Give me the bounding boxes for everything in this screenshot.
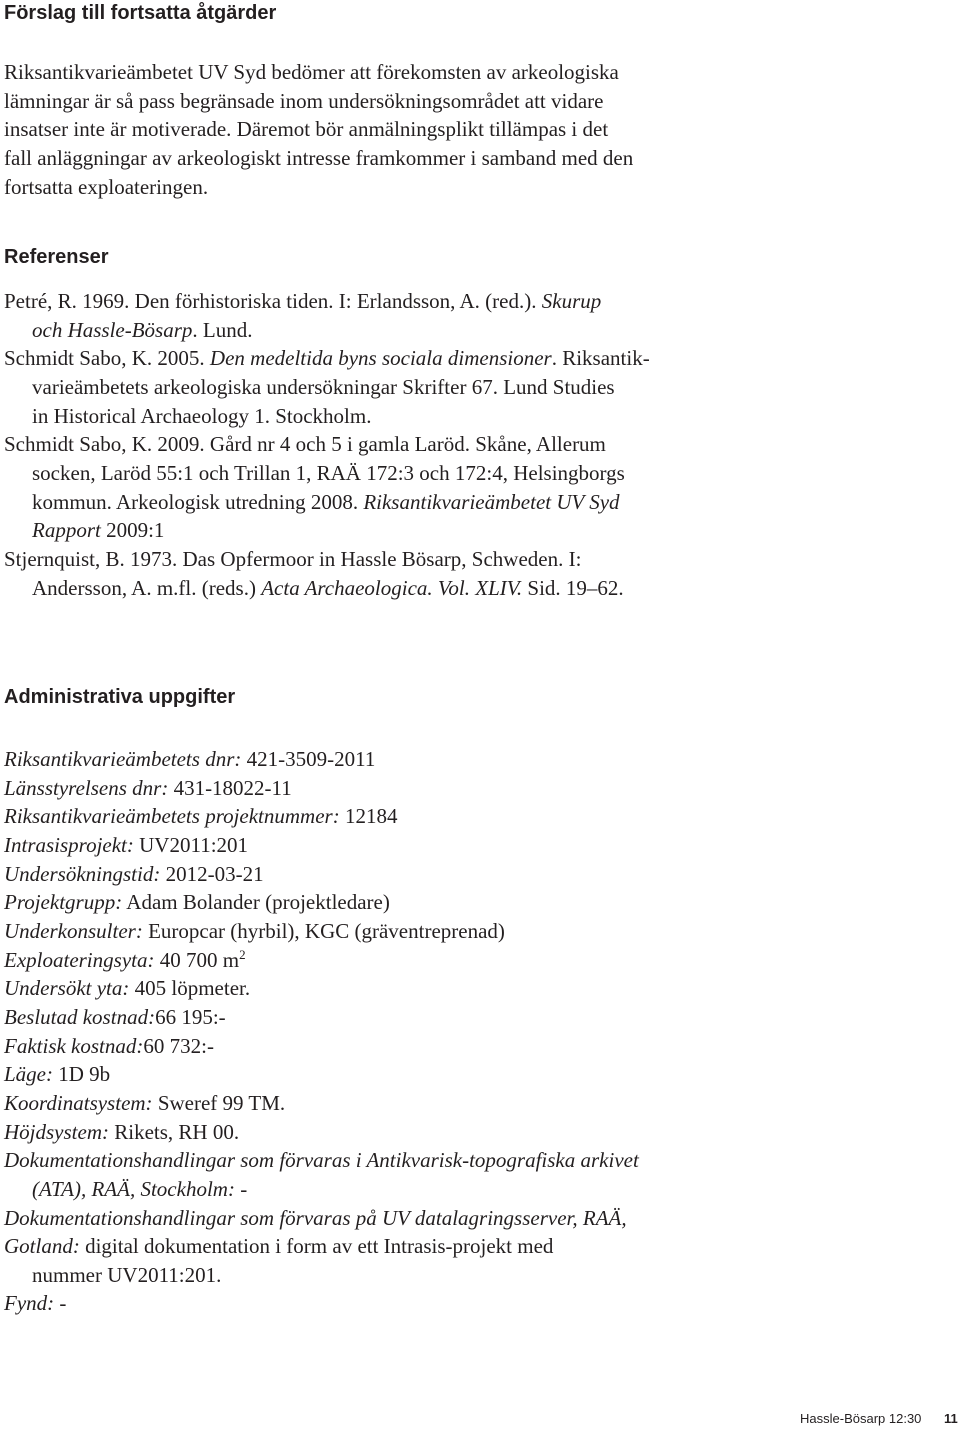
- text-run: 40 700 m: [154, 947, 240, 972]
- italic-text: Läge:: [4, 1062, 53, 1087]
- italic-text: Underkonsulter:: [4, 918, 143, 943]
- reference-entry-line: [4, 574, 650, 603]
- italic-text: och Hassle-Bösarp: [32, 317, 193, 342]
- section-heading-references: Referenser: [4, 246, 109, 268]
- text-run: UV2011:201: [133, 832, 249, 857]
- admin-entry: [4, 1204, 639, 1233]
- text-run: -: [54, 1291, 67, 1316]
- admin-entry-line: [4, 1175, 639, 1204]
- italic-text: Intrasisprojekt:: [4, 832, 134, 857]
- italic-text: Acta Archaeologica. Vol. XLIV.: [261, 575, 523, 600]
- admin-entry-line: [4, 1261, 639, 1290]
- reference-entry-line: [4, 430, 650, 459]
- reference-entry-line: [4, 459, 650, 488]
- reference-entry-line: [4, 545, 650, 574]
- text-run: kommun. Arkeologisk utredning 2008.: [32, 489, 364, 514]
- admin-entry: [4, 946, 639, 975]
- text-run: . Lund.: [192, 317, 253, 342]
- reference-entry-line: [4, 516, 650, 545]
- text-run: 405 löpmeter.: [129, 976, 251, 1001]
- text-run: 421-3509-2011: [241, 747, 376, 771]
- admin-entry-line: [4, 1003, 639, 1032]
- text-run: Schmidt Sabo, K. 2009. Gård nr 4 och 5 i gamla Laröd. Skåne, Allerum: [4, 432, 606, 457]
- text-run: digital dokumentation i form av ett Intrasis-projekt med: [79, 1234, 554, 1259]
- reference-entry: [4, 430, 650, 545]
- italic-text: Gotland:: [4, 1234, 80, 1259]
- paragraph-line: [4, 58, 633, 87]
- text-run: . Riksantik-: [551, 346, 650, 371]
- paragraph: [4, 58, 633, 201]
- text-run: insatser inte är motiverade. Däremot bör anmälningsplikt tillämpas i det: [4, 117, 609, 142]
- text-run: Rikets, RH 00.: [108, 1119, 240, 1144]
- admin-entry-line: [4, 1232, 639, 1261]
- italic-text: Riksantikvarieämbetets projektnummer:: [4, 804, 340, 829]
- admin-entry-line: [4, 745, 639, 774]
- text-run: -: [234, 1176, 248, 1201]
- admin-entry: [4, 802, 639, 831]
- italic-text: Exploateringsyta:: [4, 947, 155, 972]
- italic-text: Den medeltida byns sociala dimensioner: [209, 346, 552, 371]
- text-run: fortsatta exploateringen.: [4, 174, 209, 199]
- text-run: Andersson, A. m.fl. (reds.): [32, 575, 262, 600]
- admin-entry: [4, 1118, 639, 1147]
- paragraph-line: [4, 173, 633, 202]
- admin-entry: [4, 888, 639, 917]
- text-run: Sweref 99 TM.: [152, 1090, 286, 1115]
- reference-entry-line: [4, 373, 650, 402]
- italic-text: Dokumentationshandlingar som förvaras på UV datalagringsserver, RAÄ,: [4, 1205, 627, 1230]
- text-run: 2012-03-21: [160, 861, 264, 886]
- admin-details-list: [4, 745, 639, 1318]
- admin-entry: [4, 1032, 639, 1061]
- section-heading-proposal: Förslag till fortsatta åtgärder: [4, 2, 277, 24]
- admin-entry-line: [4, 917, 639, 946]
- admin-entry: [4, 860, 639, 889]
- reference-list: [4, 287, 650, 602]
- reference-entry-line: [4, 402, 650, 431]
- text-run: Europcar (hyrbil), KGC (gräventreprenad): [142, 918, 505, 943]
- text-run: lämningar är så pass begränsade inom undersökningsområdet att vidare: [4, 88, 604, 113]
- italic-text: Riksantikvarieämbetet UV Syd: [363, 489, 620, 514]
- admin-entry-line: [4, 1089, 639, 1118]
- admin-entry: [4, 1146, 639, 1203]
- italic-text: Koordinatsystem:: [4, 1090, 153, 1115]
- italic-text: Länsstyrelsens dnr:: [4, 775, 169, 800]
- italic-text: Riksantikvarieämbetets dnr:: [4, 747, 242, 771]
- text-run: 1D 9b: [53, 1062, 111, 1087]
- admin-entry-line: [4, 860, 639, 889]
- admin-entry-line: [4, 1204, 639, 1233]
- italic-text: Skurup: [541, 289, 602, 313]
- text-run: Adam Bolander (projektledare): [122, 890, 390, 915]
- admin-entry: [4, 1060, 639, 1089]
- admin-entry-line: [4, 774, 639, 803]
- admin-entry-line: [4, 888, 639, 917]
- italic-text: Dokumentationshandlingar som förvaras i Antikvarisk-topografiska arkivet: [4, 1148, 639, 1173]
- superscript-text: 2: [239, 946, 246, 962]
- text-run: 2009:1: [100, 518, 165, 543]
- admin-entry-line: [4, 1060, 639, 1089]
- italic-text: Höjdsystem:: [4, 1119, 109, 1144]
- italic-text: Undersökt yta:: [4, 976, 130, 1001]
- paragraph-line: [4, 115, 633, 144]
- text-run: Petré, R. 1969. Den förhistoriska tiden. I: Erlandsson, A. (red.).: [4, 289, 542, 313]
- admin-entry: [4, 1289, 639, 1318]
- admin-entry-line: [4, 1289, 639, 1318]
- reference-entry: [4, 545, 650, 602]
- admin-entry: [4, 745, 639, 774]
- text-run: in Historical Archaeology 1. Stockholm.: [32, 403, 372, 428]
- proposal-paragraph: [4, 58, 633, 201]
- paragraph-line: [4, 87, 633, 116]
- italic-text: Faktisk kostnad:: [4, 1033, 144, 1058]
- text-run: Schmidt Sabo, K. 2005.: [4, 346, 210, 371]
- text-run: fall anläggningar av arkeologiskt intresse framkommer i samband med den: [4, 145, 634, 170]
- admin-entry-line: [4, 802, 639, 831]
- italic-text: Fynd:: [4, 1291, 55, 1316]
- admin-entry-line: [4, 1032, 639, 1061]
- italic-text: (ATA), RAÄ, Stockholm:: [32, 1176, 235, 1201]
- admin-entry: [4, 1089, 639, 1118]
- text-run: 12184: [339, 804, 398, 829]
- admin-entry: [4, 974, 639, 1003]
- admin-entry: [4, 917, 639, 946]
- italic-text: Rapport: [32, 518, 101, 543]
- italic-text: Beslutad kostnad:: [4, 1004, 156, 1029]
- reference-entry: [4, 287, 650, 344]
- page-number: 11: [944, 1411, 958, 1426]
- reference-entry-line: [4, 488, 650, 517]
- admin-entry: [4, 1232, 639, 1289]
- footer-running-title: Hassle-Bösarp 12:30: [800, 1411, 922, 1426]
- text-run: Riksantikvarieämbetet UV Syd bedömer att förekomsten av arkeologiska: [4, 60, 619, 84]
- paragraph-line: [4, 144, 633, 173]
- text-run: socken, Laröd 55:1 och Trillan 1, RAÄ 172:3 och 172:4, Helsingborgs: [32, 460, 625, 485]
- admin-entry: [4, 774, 639, 803]
- italic-text: Undersökningstid:: [4, 861, 161, 886]
- italic-text: Projektgrupp:: [4, 890, 123, 915]
- reference-entry-line: [4, 316, 650, 345]
- admin-entry: [4, 831, 639, 860]
- admin-entry-line: [4, 831, 639, 860]
- reference-entry-line: [4, 344, 650, 373]
- reference-entry: [4, 344, 650, 430]
- text-run: 60 732:-: [143, 1033, 214, 1058]
- reference-entry-line: [4, 287, 650, 316]
- text-run: Stjernquist, B. 1973. Das Opfermoor in Hassle Bösarp, Schweden. I:: [4, 546, 582, 571]
- admin-entry-line: [4, 1118, 639, 1147]
- text-run: 431-18022-11: [168, 775, 292, 800]
- text-run: 66 195:-: [155, 1004, 226, 1029]
- text-run: Sid. 19–62.: [522, 575, 624, 600]
- section-heading-admin: Administrativa uppgifter: [4, 686, 236, 708]
- admin-entry-line: [4, 1146, 639, 1175]
- text-run: nummer UV2011:201.: [32, 1262, 222, 1287]
- admin-entry-line: [4, 946, 639, 975]
- admin-entry: [4, 1003, 639, 1032]
- admin-entry-line: [4, 974, 639, 1003]
- text-run: varieämbetets arkeologiska undersökningar Skrifter 67. Lund Studies: [32, 374, 615, 399]
